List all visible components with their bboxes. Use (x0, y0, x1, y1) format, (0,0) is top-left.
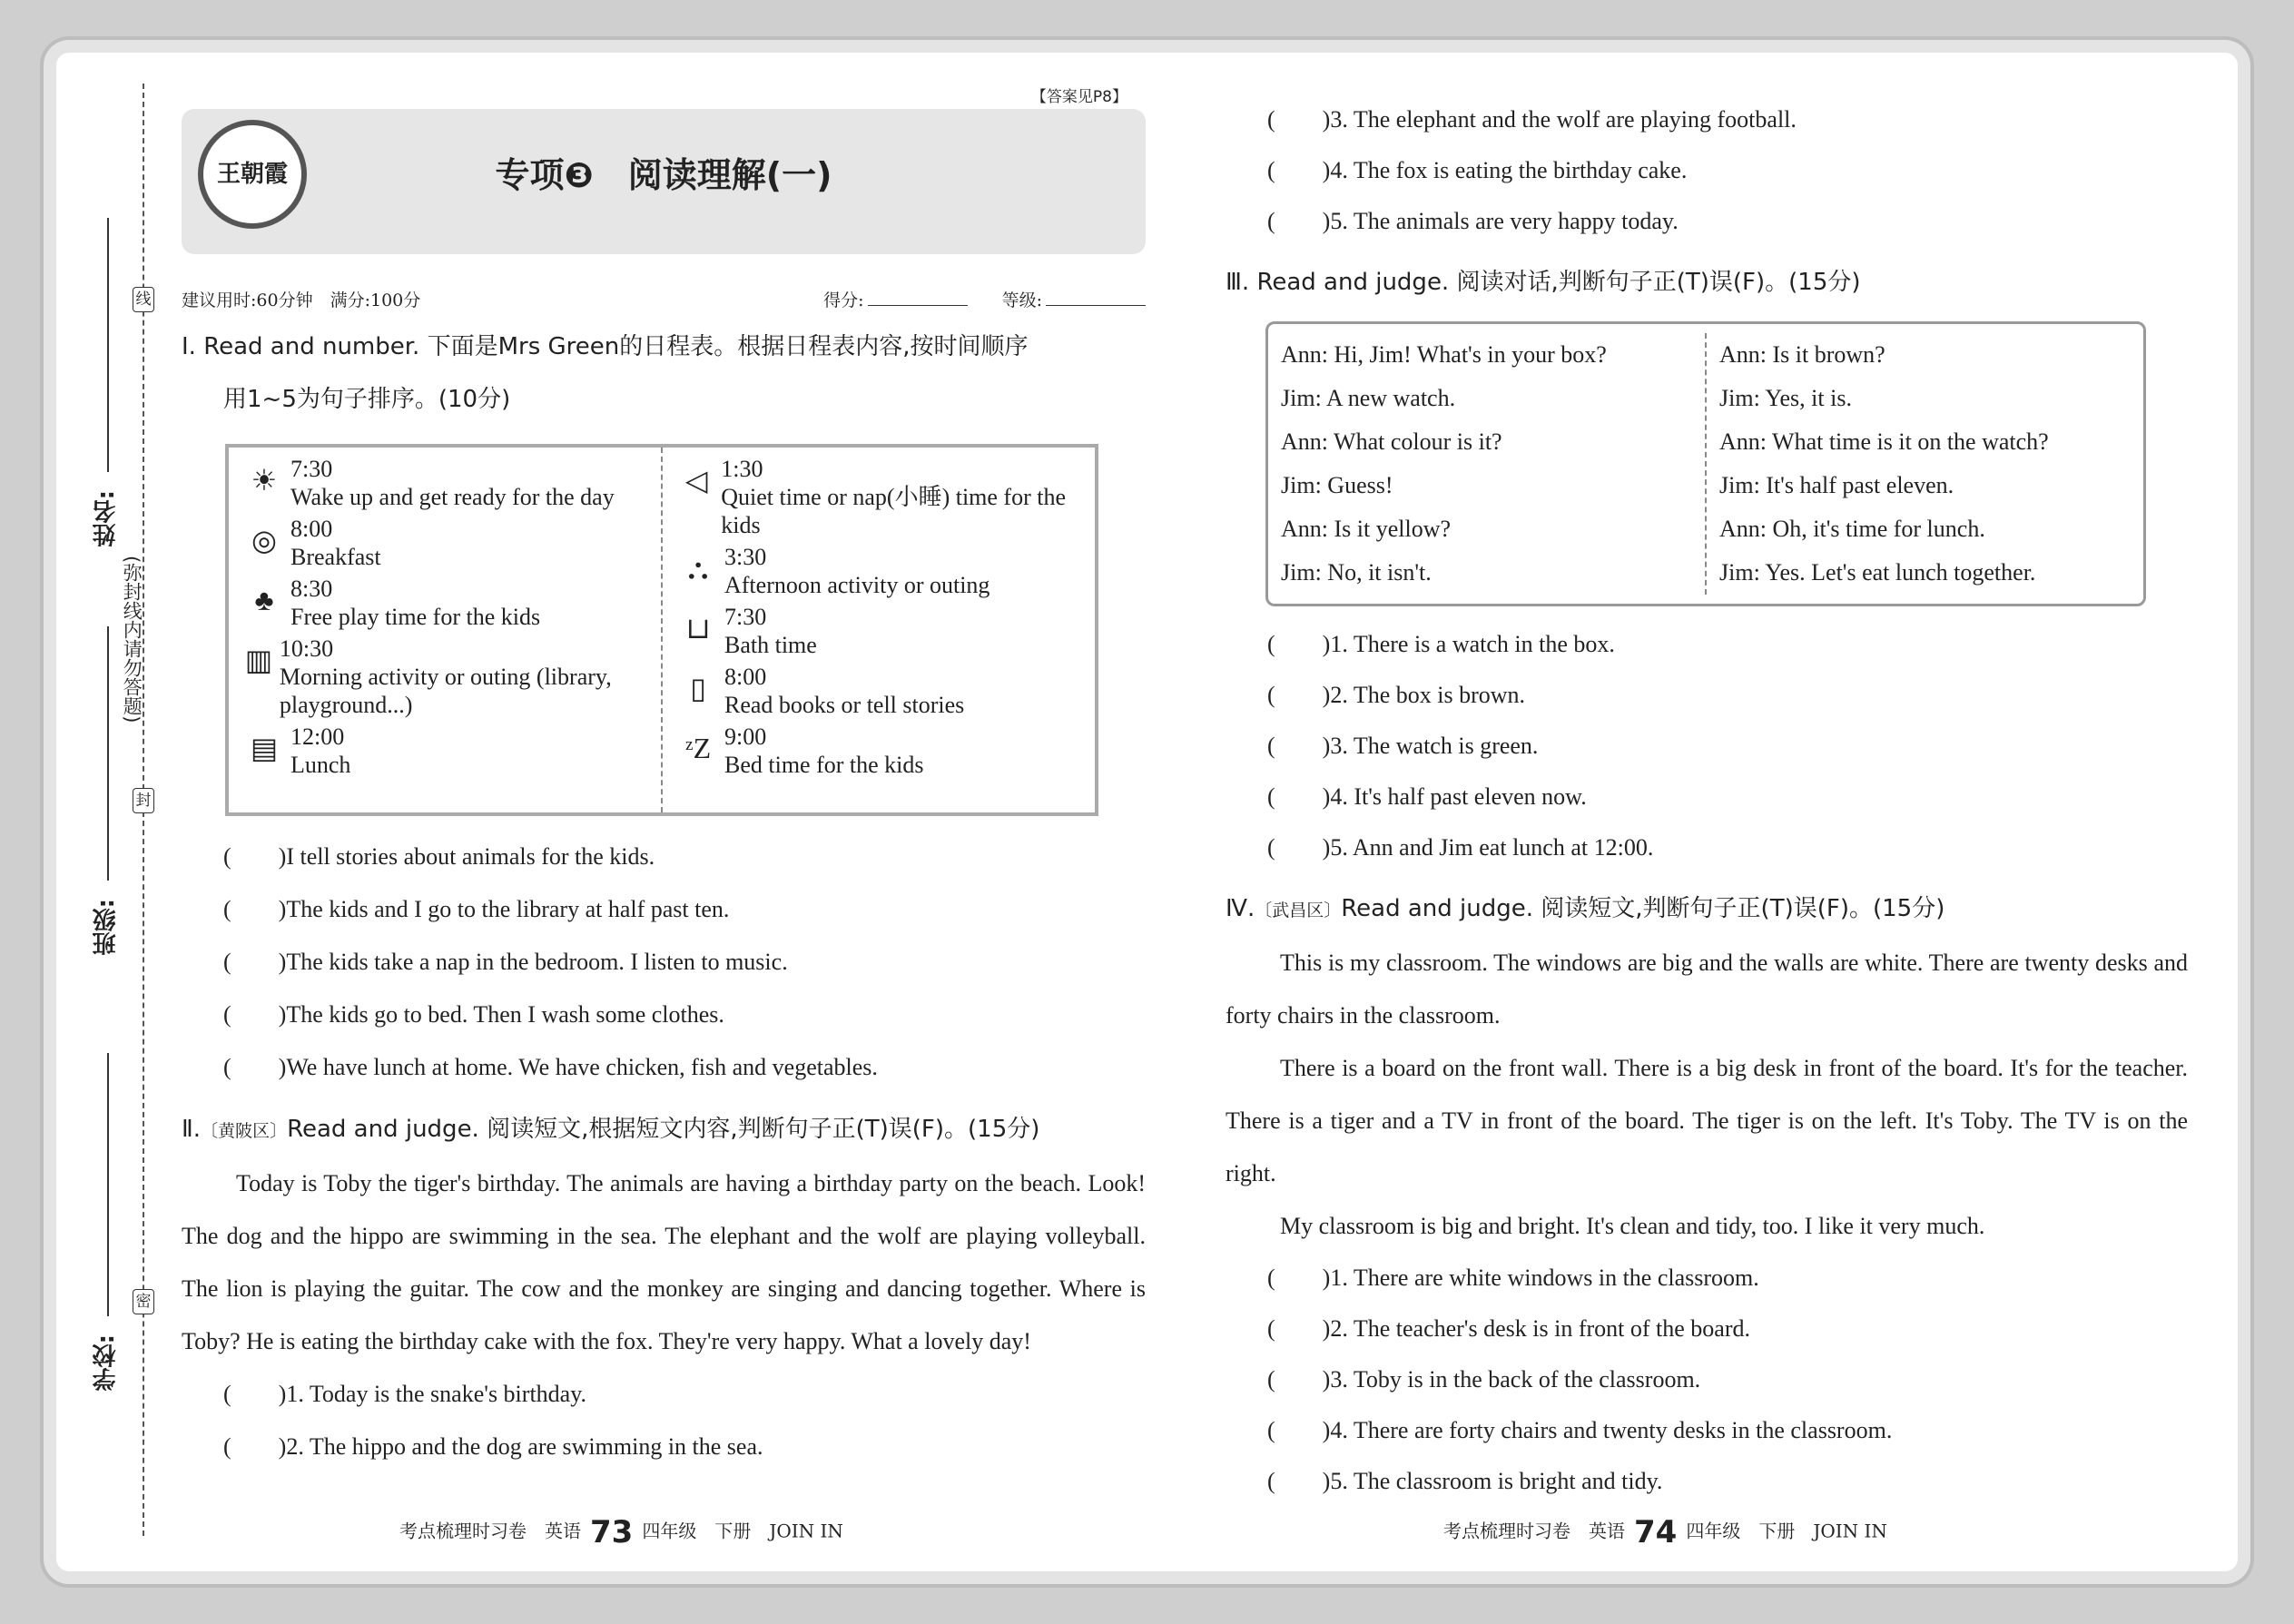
question-item[interactable]: ( )I tell stories about animals for the kids. (223, 843, 655, 870)
dialog-line: Jim: Yes. Let's eat lunch together. (1719, 559, 2036, 586)
name-label: 姓名: (93, 490, 120, 547)
section-4-paragraph: My classroom is big and bright. It's clean and tidy, too. I like it very much. (1280, 1213, 1985, 1239)
dialog-line: Jim: A new watch. (1281, 385, 1456, 411)
schedule-row (672, 603, 1086, 659)
schedule-activity: Afternoon activity or outing (724, 572, 990, 598)
schedule-activity: Bath time (724, 632, 817, 658)
section-4-paragraph: This is my classroom. The windows are big and the walls are white. There are twenty desks and forty chairs in the classroom. (1226, 950, 2188, 1029)
schedule-activity: Wake up and get ready for the day (290, 484, 615, 510)
schedule-row (238, 455, 652, 511)
question-item[interactable]: ( )5. Ann and Jim eat lunch at 12:00. (1267, 834, 1654, 861)
schedule-time: 8:00 (724, 664, 767, 690)
schedule-time: 12:00 (290, 723, 345, 750)
schedule-time: 10:30 (279, 635, 334, 662)
schedule-time: 8:00 (290, 516, 333, 542)
section-1-questions (182, 831, 1146, 1094)
name-field[interactable] (107, 218, 109, 472)
lunch-icon: ▤ (250, 732, 279, 764)
dialog-line: Ann: What colour is it? (1281, 428, 1502, 455)
schedule-activity: Lunch (290, 752, 351, 778)
question-item[interactable]: ( )2. The teacher's desk is in front of the board. (1267, 1315, 1750, 1342)
schedule-row (238, 575, 652, 631)
answer-reference: 【答案见P8】 (1030, 88, 1127, 106)
dialog-line: Jim: Guess! (1281, 472, 1393, 498)
schedule-activity: Morning activity or outing (library, playground...) (279, 664, 612, 718)
schedule-column (229, 448, 663, 812)
book-icon: ▯ (690, 672, 706, 704)
section-2-passage: Today is Toby the tiger's birthday. The animals are having a birthday party on the beach. Look! The dog and the hippo are swimming in the sea. The elephant and the wolf are playing volleyball. The lion is playing the guitar. The cow and the monkey are singing and dancing together. Where is Toby? He is eating the birthday cake with the fox. They're very happy. What a lovely day! (182, 1170, 1146, 1354)
question-item[interactable]: ( )5. The animals are very happy today. (1267, 208, 1679, 234)
question-item[interactable]: ( )The kids and I go to the library at half past ten. (223, 896, 730, 922)
sleep-icon: ᶻZ (684, 732, 712, 764)
section-2-questions-cont (1226, 94, 2188, 247)
publisher-logo: 王朝霞 (198, 120, 307, 229)
schedule-time: 7:30 (290, 456, 333, 482)
dialog-box (1265, 321, 2146, 606)
question-item[interactable]: ( )5. The classroom is bright and tidy. (1267, 1468, 1663, 1494)
school-label: 学校: (93, 1334, 120, 1392)
dialog-line: Jim: It's half past eleven. (1719, 472, 1954, 498)
question-item[interactable]: ( )3. The elephant and the wolf are playing football. (1267, 106, 1797, 133)
question-item[interactable]: ( )4. The fox is eating the birthday cake. (1267, 157, 1688, 183)
schedule-row (238, 515, 652, 571)
page-title: 专项❸ 阅读理解(一) (495, 155, 832, 195)
question-item[interactable]: ( )4. There are forty chairs and twenty desks in the classroom. (1267, 1417, 1893, 1443)
question-item[interactable]: ( )1. Today is the snake's birthday. (223, 1381, 587, 1407)
class-label: 班级: (93, 899, 120, 956)
dialog-line: Ann: Hi, Jim! What's in your box? (1281, 341, 1607, 368)
question-item[interactable]: ( )2. The hippo and the dog are swimming in the sea. (223, 1433, 763, 1460)
egg-icon: ◎ (251, 524, 277, 556)
sunrise-icon: ☀ (251, 464, 278, 497)
question-item[interactable]: ( )The kids take a nap in the bedroom. I listen to music. (223, 949, 788, 975)
dialog-line: Jim: Yes, it is. (1719, 385, 1852, 411)
score-label: 得分: (823, 290, 864, 310)
schedule-row (672, 723, 1086, 779)
score-meta (182, 287, 1146, 311)
dialog-line: Ann: Is it brown? (1719, 341, 1885, 368)
section-3-title: Ⅲ. Read and judge. 阅读对话,判断句子正(T)误(F)。(15分) (1226, 269, 1861, 296)
schedule-time: 8:30 (290, 576, 333, 602)
question-item[interactable]: ( )3. Toby is in the back of the classroom. (1267, 1366, 1701, 1393)
schedule-time: 7:30 (724, 604, 767, 630)
schedule-activity: Breakfast (290, 544, 381, 570)
page-footer-right: 考点梳理时习卷 英语 74 四年级 下册 JOIN IN (1443, 1514, 1887, 1550)
section-2-questions (182, 1368, 1146, 1473)
schedule-activity: Free play time for the kids (290, 604, 541, 630)
section-3-questions (1226, 619, 2188, 873)
schedule-column (663, 448, 1095, 812)
dialog-column (1707, 333, 2143, 595)
question-item[interactable]: ( )1. There is a watch in the box. (1267, 631, 1615, 657)
section-1-title: Ⅰ. Read and number. 下面是Mrs Green的日程表。根据日程表内容,按时间顺序 用1~5为句子排序。(10分) (182, 333, 1029, 413)
schedule-time: 1:30 (721, 456, 763, 482)
section-4-title: Ⅳ.〔武昌区〕Read and judge. 阅读短文,判断句子正(T)误(F)。(15分) (1226, 895, 1945, 922)
slide-icon: ⛬ (687, 552, 709, 585)
class-field[interactable] (107, 626, 109, 881)
dialog-line: Ann: Oh, it's time for lunch. (1719, 516, 1985, 542)
grade-label: 等级: (1001, 290, 1042, 310)
dialog-line: Jim: No, it isn't. (1281, 559, 1432, 586)
schedule-row (238, 723, 652, 779)
grade-field[interactable] (1046, 305, 1146, 306)
play-icon: ♣ (254, 584, 274, 616)
schedule-table (225, 444, 1098, 816)
bathtub-icon: ⊔ (685, 612, 711, 645)
schedule-time: 3:30 (724, 544, 767, 570)
section-4-questions (1226, 1253, 2188, 1507)
schedule-row (672, 455, 1086, 539)
question-item[interactable]: ( )3. The watch is green. (1267, 733, 1539, 759)
time-info: 建议用时:60分钟 满分:100分 (182, 290, 421, 310)
question-item[interactable]: ( )The kids go to bed. Then I wash some clothes. (223, 1001, 724, 1028)
question-item[interactable]: ( )2. The box is brown. (1267, 682, 1526, 708)
seal-badge: 线 (133, 287, 154, 312)
section-2-title: Ⅱ.〔黄陂区〕Read and judge. 阅读短文,根据短文内容,判断句子正(T)误(F)。(15分) (182, 1116, 1040, 1143)
section-4-paragraph: There is a board on the front wall. There is a big desk in front of the board. It's for the teacher. There is a tiger and a TV in front of the board. The tiger is on the left. It's Toby. The TV is on the right. (1226, 1055, 2188, 1186)
schedule-activity: Bed time for the kids (724, 752, 924, 778)
schedule-row (672, 543, 1086, 599)
dialog-column (1268, 333, 1707, 595)
question-item[interactable]: ( )We have lunch at home. We have chicken, fish and vegetables. (223, 1054, 878, 1080)
schedule-activity: Quiet time or nap(小睡) time for the kids (721, 484, 1067, 538)
seal-badge: 密 (133, 1289, 154, 1314)
seal-badge: 封 (133, 788, 154, 813)
page-footer-left: 考点梳理时习卷 英语 73 四年级 下册 JOIN IN (399, 1514, 843, 1550)
schedule-row (672, 663, 1086, 719)
score-field[interactable] (868, 305, 968, 306)
seal-note: (弥封线内请勿答题) (121, 556, 143, 723)
right-page (1226, 100, 2188, 1550)
mute-icon: ◁ (684, 464, 708, 497)
dialog-line: Ann: Is it yellow? (1281, 516, 1452, 542)
title-banner (182, 88, 1146, 254)
question-item[interactable]: ( )4. It's half past eleven now. (1267, 783, 1587, 810)
schedule-time: 9:00 (724, 723, 767, 750)
school-field[interactable] (107, 1053, 109, 1316)
question-item[interactable]: ( )1. There are white windows in the classroom. (1267, 1265, 1759, 1291)
dialog-line: Ann: What time is it on the watch? (1719, 428, 2049, 455)
books-icon: ▥ (244, 644, 273, 676)
schedule-row (238, 635, 652, 719)
left-page (182, 84, 1146, 1550)
schedule-activity: Read books or tell stories (724, 692, 965, 718)
